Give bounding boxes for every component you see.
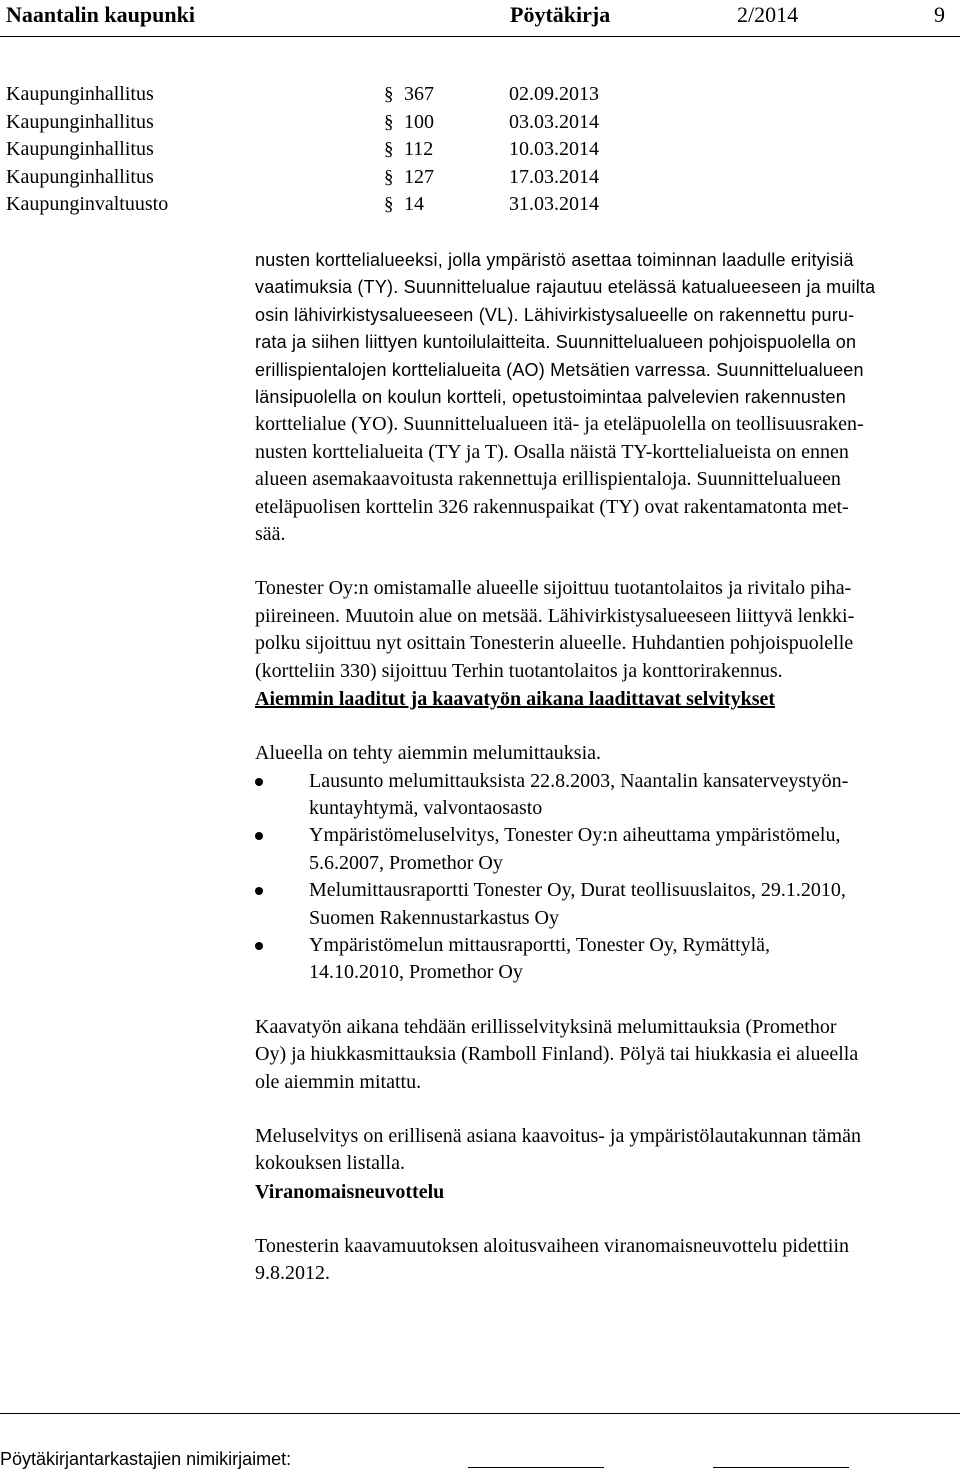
page-number: 9 [934, 2, 945, 27]
reference-body: Kaupunginvaltuusto [6, 193, 169, 215]
text-line: (kortteliin 330) sijoittuu Terhin tuotantolaitos ja konttorirakennus. [255, 659, 783, 682]
reference-body: Kaupunginhallitus [6, 110, 154, 133]
reference-number: 112 [404, 138, 434, 160]
text-line: eteläpuolisen korttelin 326 rakennuspaikat (TY) ovat rakentamatonta met- [255, 495, 849, 518]
section-heading-surveys: Aiemmin laaditut ja kaavatyön aikana laadittavat selvitykset [255, 688, 776, 711]
text-line: piireineen. Muutoin alue on metsää. Lähivirkistysalueeseen liittyvä lenkki- [255, 604, 855, 627]
paragraph-consultation-date [255, 1233, 960, 1288]
text-line: Oy) ja hiukkasmittauksia (Ramboll Finland). Pölyä tai hiukkasia ei alueella [255, 1043, 859, 1066]
list-item-line: Suomen Rakennustarkastus Oy [309, 906, 559, 929]
list-item-line: Melumittausraportti Tonester Oy, Durat teollisuuslaitos, 29.1.2010, [309, 879, 846, 902]
section-sign: § [384, 194, 394, 215]
text-line: nusten korttelialueeksi, jolla ympäristö asettaa toiminnan laadulle erityisiä [255, 250, 854, 270]
text-line: rata ja siihen liittyen kuntoilulaitteita. Suunnittelualueen pohjoispuolella on [255, 332, 857, 353]
reference-number: 14 [404, 193, 424, 215]
bullet-icon [255, 887, 263, 895]
bullet-icon [255, 942, 263, 950]
signature-line [468, 1467, 604, 1468]
list-item [255, 768, 960, 823]
list-item-line: Ympäristömelun mittausraportti, Tonester Oy, Rymättylä, [309, 933, 771, 956]
header-divider [0, 36, 960, 37]
text-line: Tonesterin kaavamuutoksen aloitusvaiheen viranomaisneuvottelu pidettiin [255, 1234, 850, 1257]
section-heading-authority-consultation: Viranomaisneuvottelu [255, 1180, 445, 1203]
text-line: erillispientalojen korttelialueita (AO) Metsätien varressa. Suunnittelualueen [255, 359, 864, 380]
reference-body: Kaupunginhallitus [6, 138, 154, 160]
section-sign: § [384, 111, 394, 133]
text-line: osin lähivirkistysalueeseen (VL). Lähivirkistysalueelle on rakennettu puru- [255, 304, 855, 325]
text-line: ole aiemmin mitattu. [255, 1070, 422, 1093]
survey-list [255, 768, 960, 987]
document-body [255, 247, 960, 1288]
list-item-line: kuntayhtymä, valvontaosasto [309, 796, 543, 819]
reference-date: 10.03.2014 [509, 138, 599, 160]
paragraph-area-description [255, 247, 960, 548]
reference-number: 127 [404, 165, 434, 188]
list-item-line: Ympäristömeluselvitys, Tonester Oy:n aiheuttama ympäristömelu, [309, 824, 841, 847]
paragraph-noise-survey-agenda [255, 1123, 960, 1178]
footer-divider [0, 1413, 960, 1414]
list-item [255, 877, 960, 932]
text-line: sää. [255, 523, 286, 546]
bullet-icon [255, 778, 263, 786]
list-item [255, 822, 960, 877]
reference-number: 367 [404, 83, 434, 105]
section-sign: § [384, 139, 394, 160]
list-item-line: 5.6.2007, Promethor Oy [309, 851, 503, 874]
text-line: nusten korttelialueita (TY ja T). Osalla näistä TY-korttelialueista on ennen [255, 440, 849, 463]
text-line: polku sijoittuu nyt osittain Tonesterin alueelle. Huhdantien pohjoispuolelle [255, 632, 854, 655]
reference-number: 100 [404, 110, 434, 133]
text-line: kokouksen listalla. [255, 1152, 405, 1175]
section-sign: § [384, 84, 394, 105]
text-line: alueen asemakaavoitusta rakennettuja erillispientaloja. Suunnittelualueen [255, 468, 841, 491]
paragraph-additional-surveys [255, 1014, 960, 1096]
signature-line [713, 1467, 849, 1468]
document-type: Pöytäkirja [510, 2, 611, 27]
reference-date: 03.03.2014 [509, 110, 599, 133]
text-line: korttelialue (YO). Suunnittelualueen itä- ja eteläpuolella on teollisuusraken- [255, 413, 864, 436]
list-item-line: Lausunto melumittauksista 22.8.2003, Naantalin kansaterveystyön- [309, 769, 849, 792]
bullet-icon [255, 832, 263, 840]
reference-date: 17.03.2014 [509, 165, 599, 188]
text-line: Kaavatyön aikana tehdään erillisselvityksinä melumittauksia (Promethor [255, 1015, 837, 1038]
section-sign: § [384, 166, 394, 188]
list-item [255, 932, 960, 987]
paragraph-tonester-area [255, 575, 960, 685]
paragraph-noise-measurements: Alueella on tehty aiemmin melumittauksia. [255, 742, 602, 765]
reference-date: 02.09.2013 [509, 83, 599, 105]
reference-body: Kaupunginhallitus [6, 165, 154, 188]
reference-body: Kaupunginhallitus [6, 83, 154, 105]
page-header [0, 0, 960, 30]
text-line: länsipuolella on koulun kortteli, opetustoimintaa palvelevien rakennusten [255, 387, 846, 408]
text-line: Meluselvitys on erillisenä asiana kaavoitus- ja ympäristölautakunnan tämän [255, 1124, 861, 1147]
text-line: Tonester Oy:n omistamalle alueelle sijoittuu tuotantolaitos ja rivitalo piha- [255, 577, 852, 600]
text-line: 9.8.2012. [255, 1262, 330, 1285]
text-line: vaatimuksia (TY). Suunnittelualue rajautuu etelässä katualueeseen ja muilta [255, 277, 876, 298]
reference-date: 31.03.2014 [509, 193, 599, 215]
signature-label: Pöytäkirjantarkastajien nimikirjaimet: [0, 1449, 292, 1469]
document-number: 2/2014 [737, 2, 799, 27]
organization-name: Naantalin kaupunki [6, 2, 195, 27]
list-item-line: 14.10.2010, Promethor Oy [309, 961, 523, 984]
